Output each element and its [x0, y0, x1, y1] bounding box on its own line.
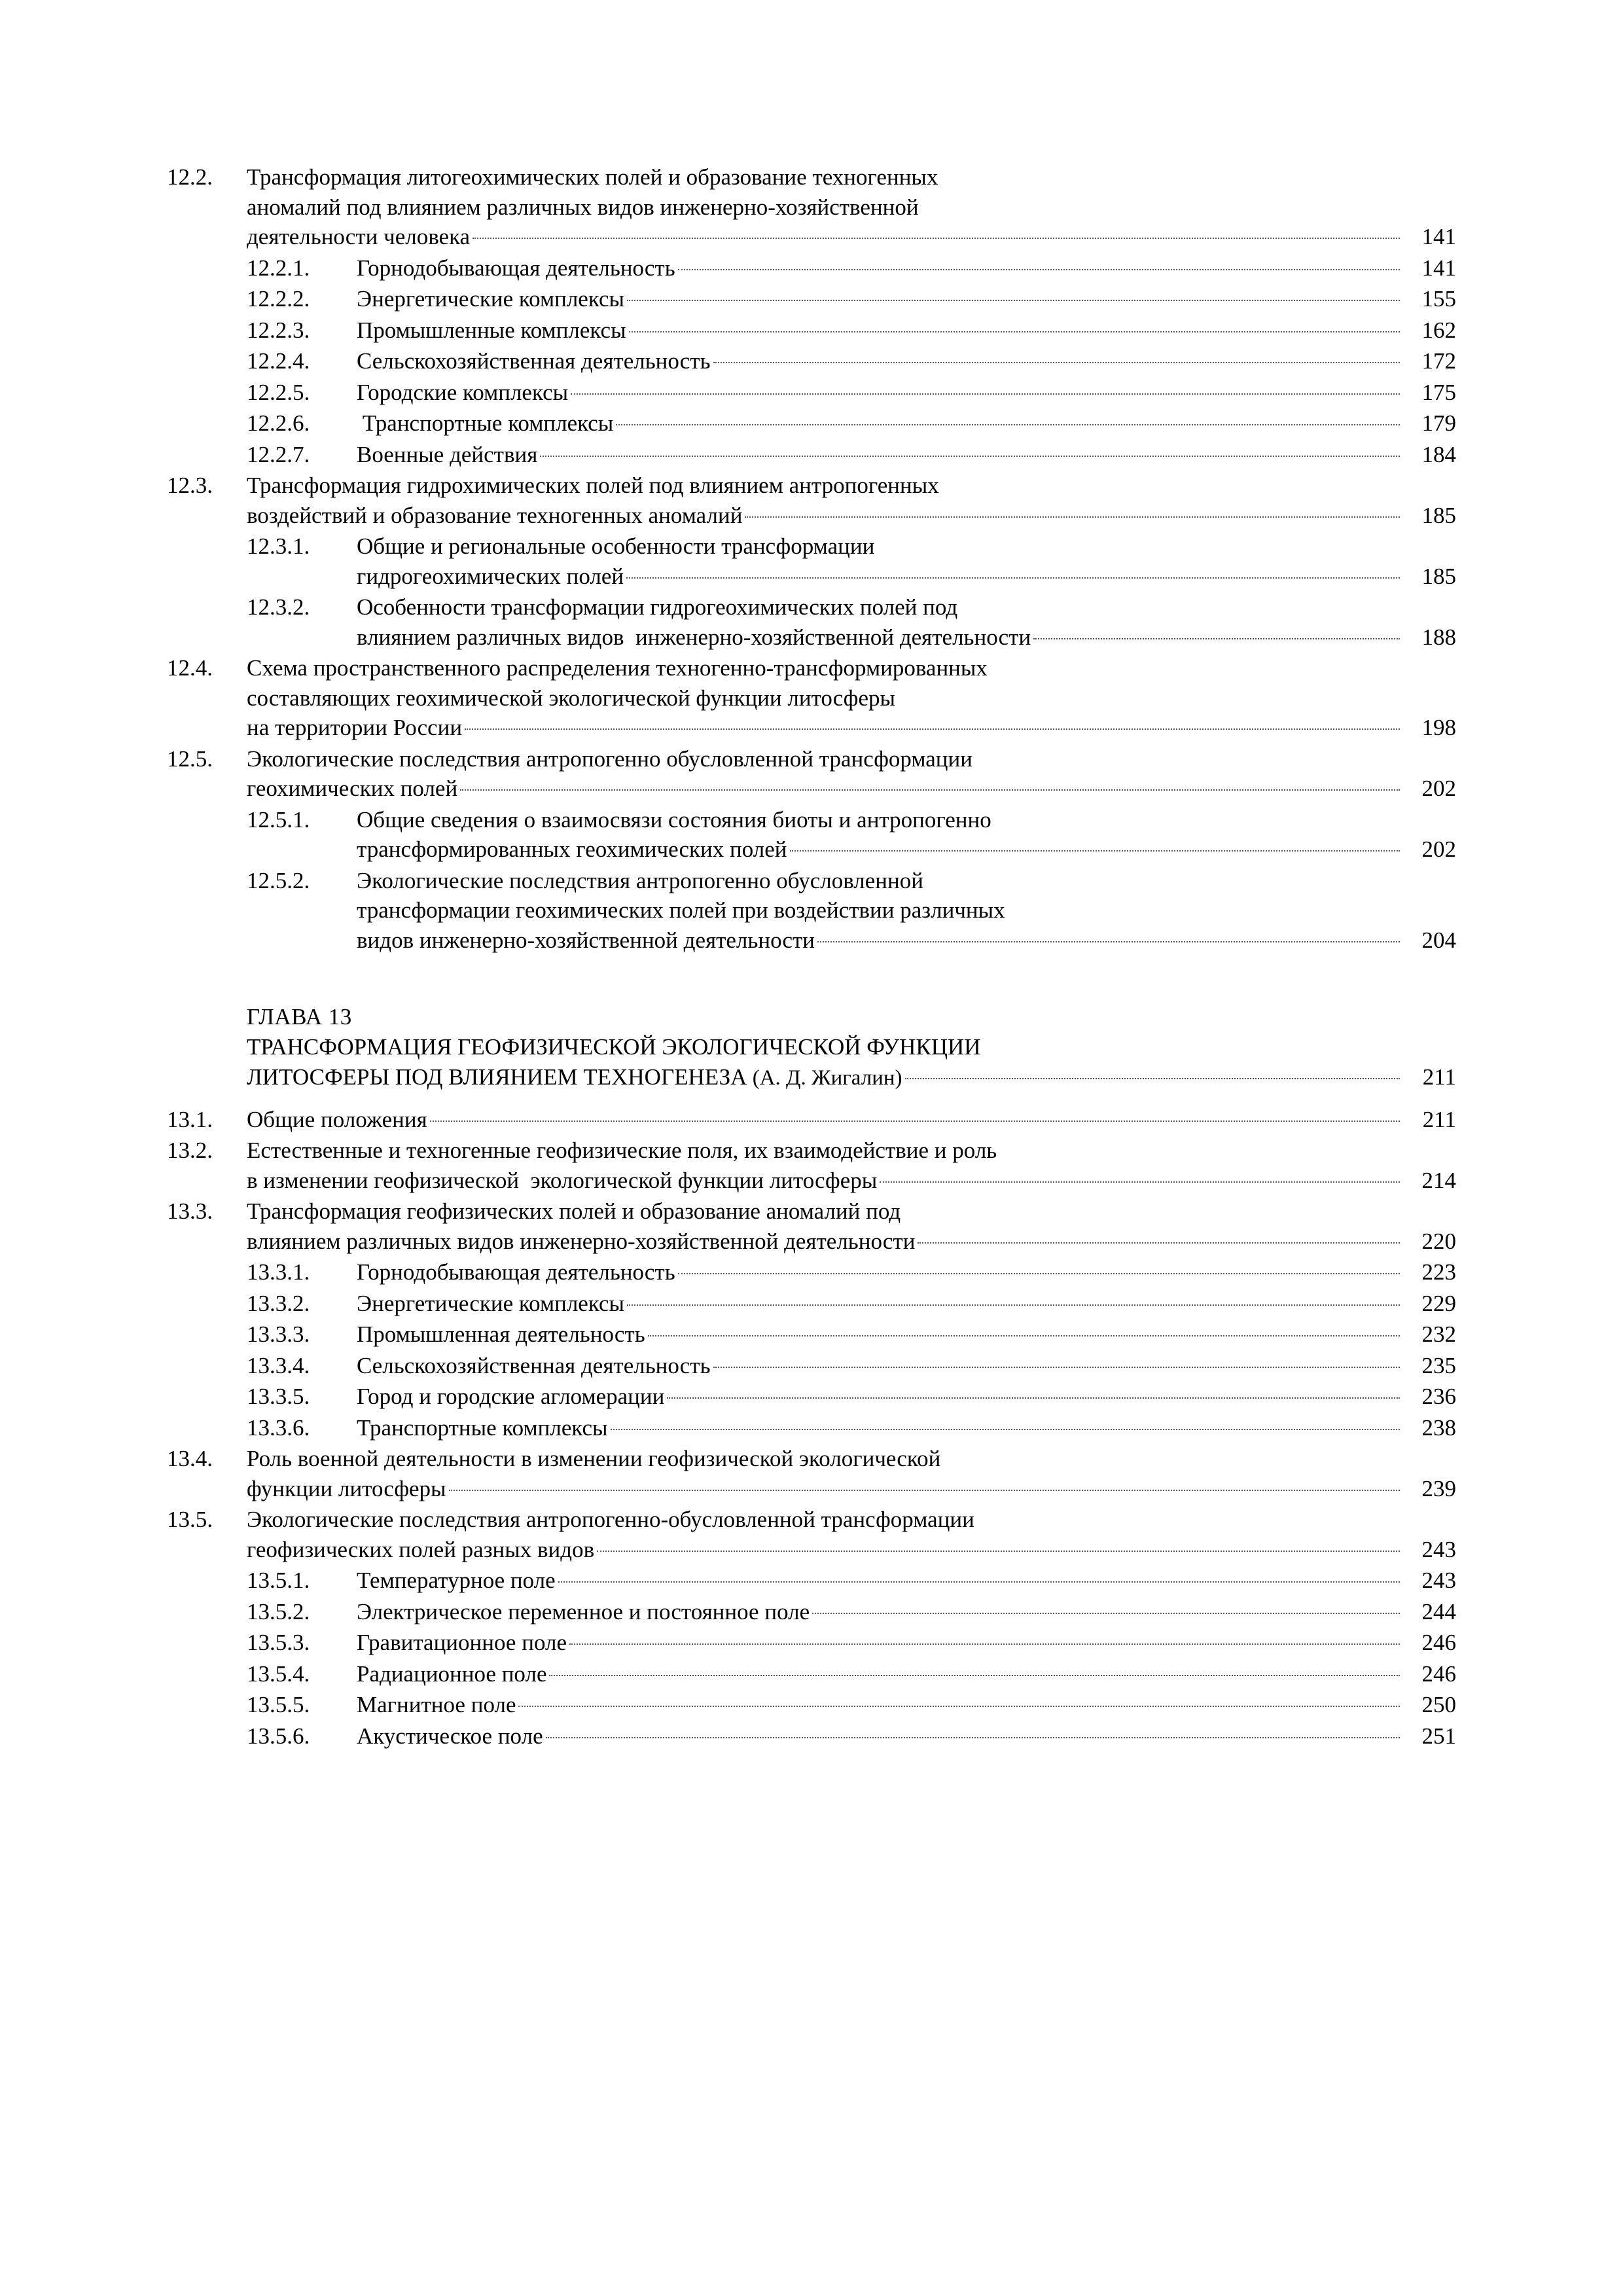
toc-entry-title-line: Роль военной деятельности в изменении геофизической экологической	[247, 1446, 941, 1472]
toc-entry-last-line	[357, 253, 1456, 283]
toc-entry-body	[357, 866, 1456, 956]
toc-entry-last-line	[247, 1227, 1456, 1257]
dot-leader	[648, 1335, 1400, 1336]
toc-entry-body	[247, 744, 1456, 804]
toc-entry-body	[247, 471, 1456, 530]
toc-entry-title-line: Общие и региональные особенности трансформации	[357, 533, 875, 559]
dot-leader	[678, 269, 1400, 270]
toc-entry-number: 13.5.	[167, 1507, 213, 1533]
dot-leader	[571, 393, 1400, 395]
toc-entry-body	[357, 1257, 1456, 1287]
toc-entry-body	[357, 1628, 1456, 1658]
dot-leader	[905, 1078, 1400, 1079]
toc-entry-title-text: Магнитное поле	[357, 1692, 516, 1718]
toc-entry-number: 12.3.2.	[247, 594, 310, 620]
toc-entry-title-text: геофизических полей разных видов	[247, 1536, 595, 1562]
toc-entry[interactable]	[167, 253, 1456, 283]
toc-entry-title-text: геохимических полей	[247, 776, 458, 801]
dot-leader	[627, 1304, 1400, 1306]
toc-entry-number: 13.3.5.	[247, 1384, 310, 1410]
toc-entry-last-line	[357, 925, 1456, 956]
page-number: 239	[1421, 1475, 1456, 1501]
toc-entry-title-text: Общие положения	[247, 1106, 427, 1132]
toc-entry-title-line: Общие сведения о взаимосвязи состояния биоты и антропогенно	[357, 806, 991, 833]
toc-entry-title-line: Трансформация гидрохимических полей под влиянием антропогенных	[247, 473, 939, 498]
toc-entry-title-text: Температурное поле	[357, 1568, 556, 1594]
toc-entry-body	[247, 1136, 1456, 1195]
toc-entry-title-line: Трансформация литогеохимических полей и образование техногенных	[247, 164, 938, 190]
toc-entry[interactable]	[167, 531, 1456, 591]
toc-entry-title-text: воздействий и образование техногенных аномалий	[247, 502, 743, 528]
dot-leader	[1033, 638, 1400, 639]
toc-list-part-2	[167, 1105, 1456, 1751]
toc-entry[interactable]	[167, 378, 1456, 408]
toc-entry-title-text: Городские комплексы	[357, 379, 569, 405]
toc-entry-number: 12.2.	[167, 164, 213, 190]
dot-leader	[460, 789, 1400, 791]
toc-entry[interactable]	[167, 1382, 1456, 1412]
dot-leader	[546, 1737, 1400, 1738]
toc-entry[interactable]	[167, 1444, 1456, 1503]
page-number: 175	[1421, 379, 1456, 405]
toc-entry-title-text: Гравитационное поле	[357, 1630, 567, 1656]
toc-entry[interactable]	[167, 1289, 1456, 1319]
toc-entry-number: 12.2.3.	[247, 317, 310, 343]
toc-entry-last-line	[357, 1566, 1456, 1596]
dot-leader	[790, 850, 1400, 852]
toc-entry-title-line: Трансформация геофизических полей и образование аномалий под	[247, 1198, 901, 1225]
page-number: 244	[1421, 1598, 1456, 1624]
toc-entry-title-line: Экологические последствия антропогенно обусловленной	[357, 867, 923, 893]
toc-entry-number: 13.5.5.	[247, 1692, 310, 1718]
toc-entry[interactable]	[167, 162, 1456, 252]
toc-entry-number: 13.1.	[167, 1106, 213, 1132]
toc-entry-number: 13.3.3.	[247, 1321, 310, 1348]
toc-entry-last-line	[247, 1166, 1456, 1196]
toc-entry-last-line	[357, 1659, 1456, 1689]
toc-entry[interactable]	[167, 1690, 1456, 1720]
toc-entry-last-line	[357, 1257, 1456, 1287]
page-number: 220	[1421, 1228, 1456, 1254]
dot-leader	[678, 1273, 1400, 1274]
toc-entry[interactable]	[167, 346, 1456, 376]
dot-leader	[745, 516, 1400, 518]
toc-entry-last-line	[357, 1351, 1456, 1381]
chapter-author: (А. Д. Жигалин)	[747, 1066, 902, 1090]
toc-entry-number: 12.5.2.	[247, 867, 310, 893]
page-number: 184	[1421, 441, 1456, 467]
toc-entry[interactable]	[167, 1628, 1456, 1658]
toc-entry-title-text: Военные действия	[357, 441, 538, 467]
toc-entry[interactable]	[167, 1721, 1456, 1751]
toc-entry-body	[357, 1289, 1456, 1319]
toc-entry-number: 13.5.3.	[247, 1630, 310, 1656]
toc-entry-body	[357, 408, 1456, 439]
toc-entry-body	[247, 1196, 1456, 1256]
dot-leader	[880, 1181, 1400, 1183]
toc-entry-last-line	[357, 284, 1456, 314]
toc-entry-body	[247, 1105, 1456, 1135]
toc-entry-title-line: Экологические последствия антропогенно обусловленной трансформации	[247, 745, 972, 772]
dot-leader	[549, 1675, 1400, 1676]
toc-entry-title-text: видов инженерно-хозяйственной деятельности	[357, 927, 815, 953]
toc-entry[interactable]	[167, 1597, 1456, 1627]
toc-entry-title-text: влиянием различных видов инженерно-хозяйственной деятельности	[247, 1228, 916, 1254]
toc-entry-last-line	[247, 501, 1456, 531]
dot-leader	[667, 1397, 1400, 1399]
dot-leader	[569, 1643, 1400, 1645]
toc-entry-body	[357, 284, 1456, 314]
toc-entry-last-line	[357, 1382, 1456, 1412]
dot-leader	[713, 362, 1400, 363]
toc-entry-title-text: Радиационное поле	[357, 1660, 547, 1687]
toc-entry-number: 12.3.	[167, 473, 213, 498]
toc-entry[interactable]	[167, 1136, 1456, 1195]
page-number: 198	[1421, 715, 1456, 740]
page-number: 211	[1422, 1064, 1456, 1090]
dot-leader	[518, 1706, 1400, 1707]
toc-entry-body	[247, 653, 1456, 743]
dot-leader	[627, 300, 1400, 301]
toc-entry-body	[357, 253, 1456, 283]
toc-entry-title-text: Акустическое поле	[357, 1723, 543, 1749]
toc-entry-number: 13.3.1.	[247, 1259, 310, 1285]
toc-entry-last-line	[247, 1535, 1456, 1565]
toc-entry-number: 12.5.1.	[247, 806, 310, 833]
dot-leader	[817, 941, 1400, 942]
toc-entry-title-text: в изменении геофизической экологической функции литосферы	[247, 1167, 878, 1193]
page-number: 246	[1421, 1630, 1456, 1656]
toc-entry-number: 13.3.2.	[247, 1290, 310, 1316]
toc-entry-last-line	[247, 774, 1456, 804]
toc-entry-title-text: Город и городские агломерации	[357, 1384, 665, 1410]
chapter-title-last-line	[247, 1062, 1456, 1093]
page-number: 235	[1421, 1352, 1456, 1378]
toc-entry-last-line	[357, 562, 1456, 592]
toc-entry-number: 13.4.	[167, 1446, 213, 1472]
toc-entry-last-line	[357, 1289, 1456, 1319]
toc-entry[interactable]	[167, 1659, 1456, 1689]
dot-leader	[430, 1121, 1400, 1122]
page-number: 141	[1421, 224, 1456, 249]
toc-entry[interactable]	[167, 866, 1456, 956]
toc-entry-number: 13.3.6.	[247, 1414, 310, 1441]
chapter-title-line-1: ТРАНСФОРМАЦИЯ ГЕОФИЗИЧЕСКОЙ ЭКОЛОГИЧЕСКОЙ ФУНКЦИИ	[247, 1034, 981, 1060]
toc-entry[interactable]	[167, 1351, 1456, 1381]
toc-entry-body	[247, 162, 1456, 252]
toc-entry-title-line: трансформации геохимических полей при воздействии различных	[357, 897, 1005, 923]
toc-entry-body	[357, 805, 1456, 865]
toc-entry-last-line	[357, 1690, 1456, 1720]
toc-entry-last-line	[357, 1413, 1456, 1443]
page-number: 236	[1421, 1384, 1456, 1410]
chapter-title-text: ЛИТОСФЕРЫ ПОД ВЛИЯНИЕМ ТЕХНОГЕНЕЗА (А. Д. Жигалин)	[247, 1064, 902, 1090]
toc-entry-body	[357, 1382, 1456, 1412]
toc-entry-body	[357, 1351, 1456, 1381]
toc-entry-title-line: Особенности трансформации гидрогеохимических полей под	[357, 594, 958, 620]
toc-entry-last-line	[357, 1721, 1456, 1751]
page-number: 214	[1421, 1167, 1456, 1193]
toc-entry-body	[357, 1566, 1456, 1596]
toc-entry[interactable]	[167, 1105, 1456, 1135]
page-number: 211	[1422, 1106, 1456, 1132]
toc-entry-number: 12.2.6.	[247, 410, 310, 436]
toc-entry-title-text: деятельности человека	[247, 224, 471, 249]
toc-entry-last-line	[357, 622, 1456, 653]
dot-leader	[918, 1242, 1400, 1244]
page-number: 243	[1421, 1568, 1456, 1594]
toc-entry-title-text: Транспортные комплексы	[357, 410, 614, 436]
toc-entry-last-line	[357, 1597, 1456, 1627]
page-number: 172	[1421, 348, 1456, 374]
toc-entry-body	[357, 346, 1456, 376]
toc-entry-title-line: Схема пространственного распределения техногенно-трансформированных	[247, 655, 988, 681]
page-number: 238	[1421, 1414, 1456, 1441]
toc-entry-last-line	[357, 315, 1456, 346]
dot-leader	[626, 577, 1400, 579]
toc-entry-number: 12.2.2.	[247, 286, 310, 312]
toc-entry-last-line	[357, 1319, 1456, 1350]
dot-leader	[611, 1429, 1400, 1430]
toc-entry[interactable]	[167, 1319, 1456, 1350]
toc-entry-number: 12.2.4.	[247, 348, 310, 374]
dot-leader	[713, 1367, 1400, 1368]
page-number: 251	[1421, 1723, 1456, 1749]
toc-entry[interactable]	[167, 471, 1456, 530]
dot-leader	[473, 238, 1400, 239]
toc-entry[interactable]	[167, 1196, 1456, 1256]
toc-entry-last-line	[357, 1628, 1456, 1658]
toc-entry-body	[357, 531, 1456, 591]
toc-entry[interactable]	[167, 440, 1456, 470]
toc-entry-number: 13.5.6.	[247, 1723, 310, 1749]
toc-entry-body	[247, 1444, 1456, 1503]
page-number: 250	[1421, 1692, 1456, 1718]
toc-entry[interactable]	[167, 1413, 1456, 1443]
toc-entry-number: 13.2.	[167, 1138, 213, 1164]
toc-entry-title-text: Горнодобывающая деятельность	[357, 255, 675, 281]
page-number: 188	[1421, 624, 1456, 650]
toc-entry-number: 13.5.4.	[247, 1660, 310, 1687]
toc-entry-title-text: функции литосферы	[247, 1475, 446, 1501]
toc-entry[interactable]	[167, 1257, 1456, 1287]
page-number: 202	[1421, 776, 1456, 801]
toc-entry-last-line	[357, 834, 1456, 865]
toc-entry-body	[357, 592, 1456, 652]
toc-entry-title-text: Сельскохозяйственная деятельность	[357, 1352, 711, 1378]
toc-entry-last-line	[247, 222, 1456, 252]
toc-entry-number: 13.5.1.	[247, 1568, 310, 1594]
page-number: 243	[1421, 1536, 1456, 1562]
toc-list-part-1	[167, 162, 1456, 955]
toc-entry-body	[357, 1659, 1456, 1689]
toc-entry-last-line	[247, 713, 1456, 743]
toc-entry-number: 12.5.	[167, 745, 213, 772]
toc-entry-number: 12.2.5.	[247, 379, 310, 405]
page-number: 229	[1421, 1290, 1456, 1316]
toc-entry[interactable]	[167, 408, 1456, 439]
page-number: 223	[1421, 1259, 1456, 1285]
toc-entry[interactable]	[167, 315, 1456, 346]
toc-entry-last-line	[357, 378, 1456, 408]
toc-entry-title-line: составляющих геохимической экологической функции литосферы	[247, 685, 895, 711]
dot-leader	[616, 424, 1400, 425]
toc-entry-body	[357, 1319, 1456, 1350]
toc-entry-number: 12.3.1.	[247, 533, 310, 559]
page-number: 185	[1421, 563, 1456, 589]
toc-entry-number: 13.5.2.	[247, 1598, 310, 1624]
page-number: 202	[1421, 836, 1456, 862]
dot-leader	[449, 1490, 1400, 1491]
page-number: 162	[1421, 317, 1456, 343]
chapter-label: ГЛАВА 13	[247, 1004, 352, 1030]
toc-entry-title-text: Промышленная деятельность	[357, 1321, 645, 1348]
chapter-heading-13	[167, 1002, 1456, 1093]
toc-entry-last-line	[357, 440, 1456, 470]
page-number: 246	[1421, 1660, 1456, 1687]
page-number: 179	[1421, 410, 1456, 436]
page-number: 232	[1421, 1321, 1456, 1348]
toc-entry-title-line: аномалий под влиянием различных видов инженерно-хозяйственной	[247, 194, 919, 220]
toc-entry-title-text: Горнодобывающая деятельность	[357, 1259, 675, 1285]
toc-entry-number: 13.3.4.	[247, 1352, 310, 1378]
toc-entry[interactable]	[167, 1566, 1456, 1596]
toc-entry-title-text: на территории России	[247, 715, 463, 740]
toc-entry-title-text: влиянием различных видов инженерно-хозяйственной деятельности	[357, 624, 1031, 650]
toc-entry-title-text: Энергетические комплексы	[357, 1290, 625, 1316]
toc-entry-number: 12.4.	[167, 655, 213, 681]
toc-entry-last-line	[247, 1474, 1456, 1504]
toc-entry-body	[357, 315, 1456, 346]
dot-leader	[540, 456, 1400, 457]
toc-entry[interactable]	[167, 1505, 1456, 1564]
toc-entry-title-text: Транспортные комплексы	[357, 1414, 608, 1441]
toc-entry-body	[357, 1413, 1456, 1443]
toc-entry-number: 12.2.7.	[247, 441, 310, 467]
toc-entry-title-text: трансформированных геохимических полей	[357, 836, 787, 862]
toc-entry[interactable]	[167, 653, 1456, 743]
dot-leader	[597, 1551, 1400, 1552]
dot-leader	[629, 331, 1400, 332]
toc-entry-body	[357, 1721, 1456, 1751]
page-number: 204	[1421, 927, 1456, 953]
toc-entry-last-line	[357, 408, 1456, 439]
toc-entry-last-line	[357, 346, 1456, 376]
dot-leader	[465, 728, 1400, 730]
toc-entry-number: 12.2.1.	[247, 255, 310, 281]
toc-entry[interactable]	[167, 284, 1456, 314]
toc-entry-number: 13.3.	[167, 1198, 213, 1225]
toc-entry-title-line: Естественные и техногенные геофизические поля, их взаимодействие и роль	[247, 1138, 997, 1164]
page-number: 141	[1421, 255, 1456, 281]
toc-entry-body	[357, 1690, 1456, 1720]
toc-entry[interactable]	[167, 805, 1456, 865]
toc-entry-last-line	[247, 1105, 1456, 1135]
toc-entry-body	[357, 440, 1456, 470]
toc-entry-title-text: Сельскохозяйственная деятельность	[357, 348, 711, 374]
toc-entry-title-text: гидрогеохимических полей	[357, 563, 624, 589]
dot-leader	[812, 1613, 1400, 1614]
toc-entry-body	[357, 1597, 1456, 1627]
toc-entry-title-text: Промышленные комплексы	[357, 317, 626, 343]
toc-entry-title-text: Электрическое переменное и постоянное поле	[357, 1598, 810, 1624]
page-number: 185	[1421, 502, 1456, 528]
toc-entry-title-line: Экологические последствия антропогенно-обусловленной трансформации	[247, 1507, 974, 1533]
page-number: 155	[1421, 286, 1456, 312]
toc-entry[interactable]	[167, 744, 1456, 804]
toc-entry-body	[247, 1505, 1456, 1564]
dot-leader	[558, 1581, 1400, 1583]
toc-entry-body	[357, 378, 1456, 408]
toc-entry-title-text: Энергетические комплексы	[357, 286, 625, 312]
toc-entry[interactable]	[167, 592, 1456, 652]
